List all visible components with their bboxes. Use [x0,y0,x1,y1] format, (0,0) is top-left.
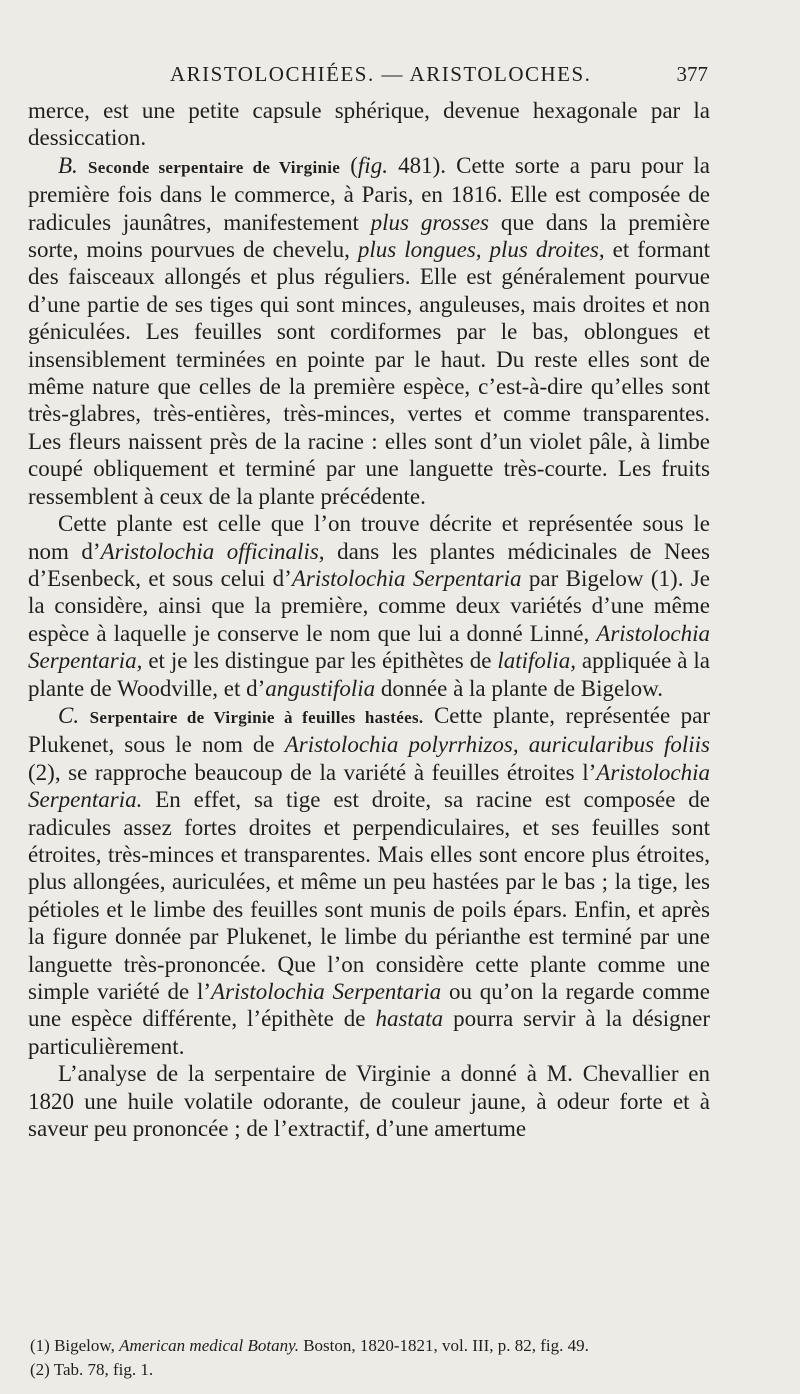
figure-ref: fig. [357,152,388,178]
figure-number: 481 [398,152,433,178]
section-heading-c: Serpentaire de Virginie à feuilles hastées. [89,707,424,727]
paragraph-second-serpentaire: B. Seconde serpentaire de Virginie (fig. 481). Cette sorte a paru pour la première fois dans le commerce, à Paris, en 1816. Elle est composée de radicules jaunâtres, manifestement plus grosses que dans la première sorte, moins pourvues de chevelu, plus longues, plus droites, et formant des faisceaux allongés et plus réguliers. Elle est généralement pourvue d’une partie de ses tiges qui sont minces, anguleuses, mais droites et non géniculées. Les feuilles sont cordiformes par le bas, oblongues et insensiblement terminées en pointe par le haut. Du reste elles sont de même nature que celles de la première espèce, c’est-à-dire qu’elles sont très-glabres, très-entières, très-minces, vertes et comme transparentes. Les fleurs naissent près de la racine : elles sont d’un violet pâle, à limbe coupé obliquement et terminé par une languette très-courte. Les fruits ressemblent à ceux de la plante précédente. [28,152,710,509]
body-text [28,97,710,1142]
footnote-2: (2) Tab. 78, fig. 1. [30,1360,154,1379]
section-heading-b: Seconde serpentaire de Virginie [87,157,341,177]
paragraph-analysis: L’analyse de la serpentaire de Virginie a donné à M. Chevallier en 1820 une huile volatile odorante, de couleur jaune, à odeur forte et à saveur peu prononcée ; de l’extractif, d’une amertume [28,1061,710,1142]
page-number: 377 [676,62,708,86]
paragraph-continuation: merce, est une petite capsule sphérique, devenue hexagonale par la dessiccation. [28,98,710,151]
running-head: ARISTOLOCHIÉES. — ARISTOLOCHES. [170,62,592,86]
paragraph-nomenclature: Cette plante est celle que l’on trouve décrite et représentée sous le nom d’Aristolochia officinalis, dans les plantes médicinales de Nees d’Esenbeck, et sous celui d’Aristolochia Serpentaria par Bigelow (1). Je la considère, ainsi que la première, comme deux variétés d’une même espèce à laquelle je conserve le nom que lui a donné Linné, Aristolochia Serpentaria, et je les distingue par les épithètes de latifolia, appliquée à la plante de Woodville, et d’angustifolia donnée à la plante de Bigelow. [28,511,711,701]
paragraph-hastate-serpentaire: C. Serpentaire de Virginie à feuilles hastées. Cette plante, représentée par Plukenet, sous le nom de Aristolochia polyrrhizos, auricularibus foliis (2), se rapproche beaucoup de la variété à feuilles étroites l’Aristolochia Serpentaria. En effet, sa tige est droite, sa racine est composée de radicules assez fortes droites et perpendiculaires, et ses feuilles sont étroites, très-minces et transparentes. Mais elles sont encore plus étroites, plus allongées, auriculées, et même un peu hastées par le bas ; la tige, les pétioles et le limbe des feuilles sont munis de poils épars. Enfin, et après la figure donnée par Plukenet, le limbe du périanthe est terminé par une languette très-prononcée. Que l’on considère cette plante comme une simple variété de l’Aristolochia Serpentaria ou qu’on la regarde comme une espèce différente, l’épithète de hastata pourra servir à la désigner particulièrement. [28,702,711,1059]
footnote-1: (1) Bigelow, American medical Botany. Boston, 1820-1821, vol. III, p. 82, fig. 49. [30,1336,589,1355]
page-header [30,62,708,94]
footnotes [30,1334,710,1382]
section-letter-c: C. [58,702,80,728]
section-letter-b: B. [58,152,78,178]
